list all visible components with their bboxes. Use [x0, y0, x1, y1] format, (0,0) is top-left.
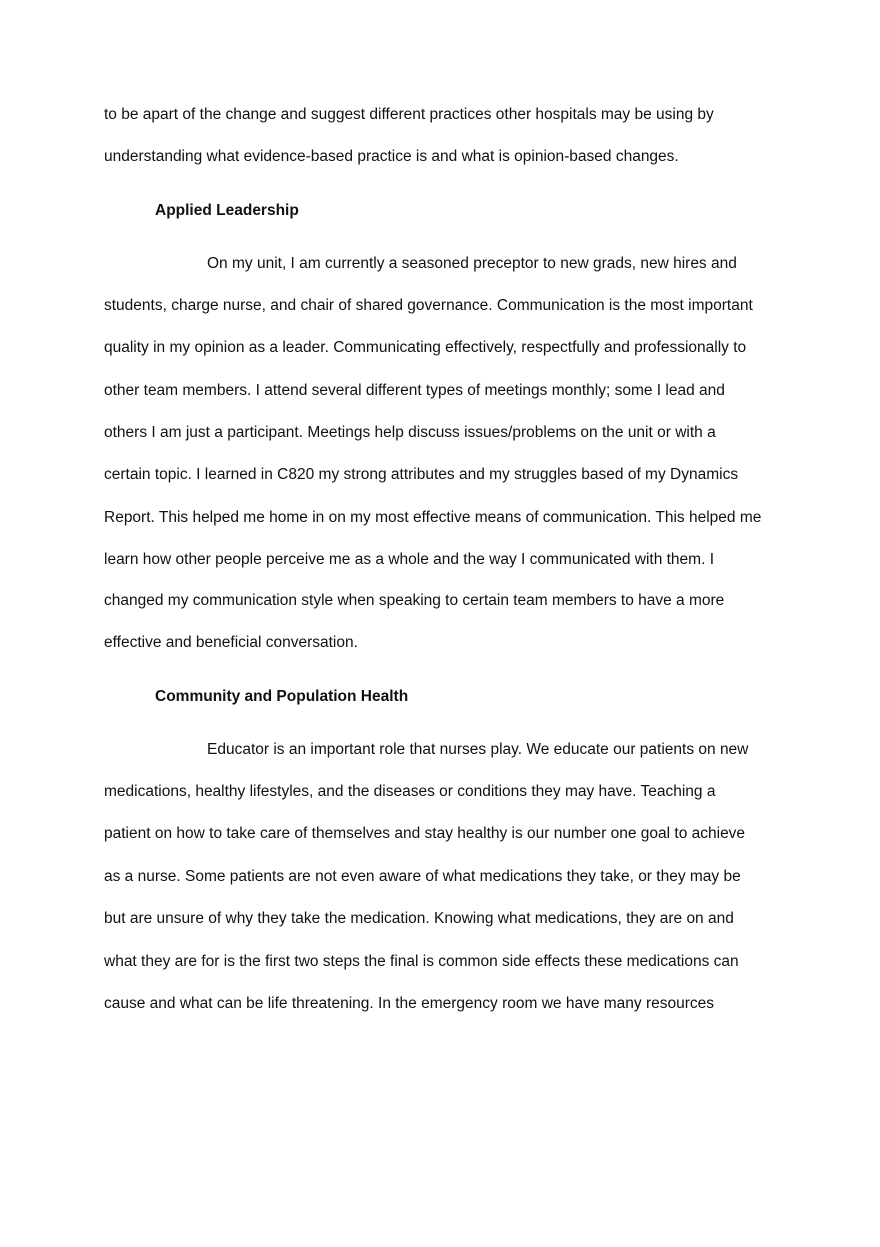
paragraph-line: but are unsure of why they take the medication. Knowing what medications, they are on and	[104, 910, 734, 927]
paragraph-line: medications, healthy lifestyles, and the diseases or conditions they may have. Teaching a	[104, 783, 716, 800]
intro-line: understanding what evidence-based practice is and what is opinion-based changes.	[104, 148, 679, 165]
paragraph-line: Educator is an important role that nurses play. We educate our patients on new	[207, 741, 749, 758]
paragraph-line: quality in my opinion as a leader. Communicating effectively, respectfully and professionally to	[104, 339, 747, 356]
paragraph-line: others I am just a participant. Meetings help discuss issues/problems on the unit or with a	[104, 424, 716, 441]
paragraph-line: patient on how to take care of themselves and stay healthy is our number one goal to achieve	[104, 825, 746, 842]
paragraph-line: cause and what can be life threatening. In the emergency room we have many resources	[104, 995, 715, 1012]
paragraph-line: changed my communication style when speaking to certain team members to have a more	[104, 592, 725, 609]
paragraph-line: learn how other people perceive me as a whole and the way I communicated with them. I	[104, 551, 714, 568]
paragraph-line: other team members. I attend several different types of meetings monthly; some I lead and	[104, 382, 725, 399]
paragraph-line: what they are for is the first two steps the final is common side effects these medications can	[104, 953, 739, 970]
section-heading-community-population-health: Community and Population Health	[155, 688, 409, 705]
paragraph-line: On my unit, I am currently a seasoned preceptor to new grads, new hires and	[207, 255, 737, 272]
paragraph-line: certain topic. I learned in C820 my strong attributes and my struggles based of my Dynamics	[104, 466, 739, 483]
paragraph-line: as a nurse. Some patients are not even aware of what medications they take, or they may be	[104, 868, 741, 885]
paragraph-line: students, charge nurse, and chair of shared governance. Communication is the most important	[104, 297, 753, 314]
section-heading-applied-leadership: Applied Leadership	[155, 202, 299, 219]
paragraph-line: Report. This helped me home in on my most effective means of communication. This helped me	[104, 509, 762, 526]
intro-line: to be apart of the change and suggest different practices other hospitals may be using by	[104, 106, 714, 123]
paragraph-line: effective and beneficial conversation.	[104, 634, 358, 651]
